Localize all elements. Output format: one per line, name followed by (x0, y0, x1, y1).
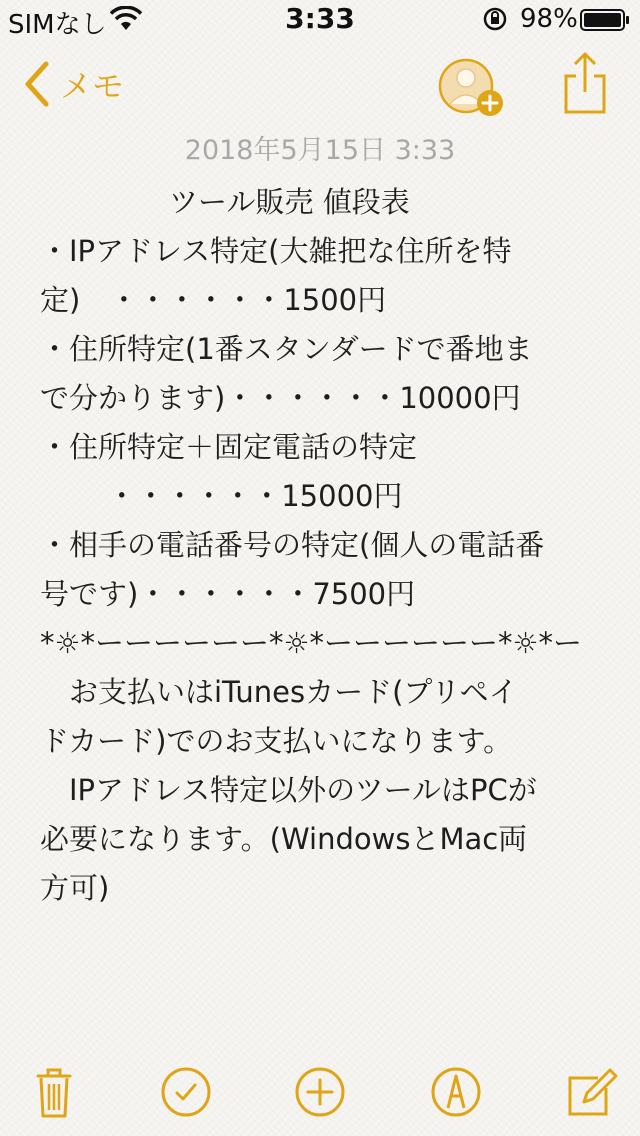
note-line: ・相手の電話番号の特定(個人の電話番 (40, 528, 545, 562)
note-line: ・住所特定(1番スタンダードで番地ま (40, 332, 533, 366)
clock: 3:33 (285, 2, 355, 35)
note-line: ・・・・・・15000円 (40, 479, 403, 513)
markup-icon[interactable] (428, 1064, 484, 1120)
checklist-icon[interactable] (158, 1064, 214, 1120)
note-line: ・IPアドレス特定(大雑把な住所を特 (40, 234, 512, 268)
add-icon[interactable] (292, 1064, 348, 1120)
note-line: ツール販売 値段表 (40, 185, 410, 219)
note-line: 定) ・・・・・・1500円 (40, 283, 387, 317)
bottom-toolbar (0, 1056, 640, 1126)
chevron-left-icon (22, 61, 52, 107)
compose-icon[interactable] (564, 1064, 620, 1120)
back-button[interactable] (22, 58, 124, 110)
back-button-label: メモ (60, 67, 125, 105)
navigation-bar (0, 40, 640, 128)
note-line: 必要になります。(WindowsとMac両 (40, 822, 528, 856)
note-date: 2018年5月15日 3:33 (184, 135, 456, 166)
note-line: 号です)・・・・・・7500円 (40, 577, 416, 611)
status-bar (0, 0, 640, 40)
carrier-label: SIMなし (8, 10, 107, 40)
note-body[interactable] (40, 178, 615, 913)
battery-percent: 98% (520, 4, 578, 34)
note-line: 方可) (40, 871, 110, 905)
add-person-icon[interactable] (436, 56, 508, 120)
note-line: ドカード)でのお支払いになります。 (40, 724, 513, 758)
trash-icon[interactable] (26, 1064, 82, 1120)
note-line: ・住所特定＋固定電話の特定 (40, 430, 418, 464)
note-line: で分かります)・・・・・・10000円 (40, 381, 521, 415)
note-line: お支払いはiTunesカード(プリペイ (40, 675, 518, 709)
note-line: IPアドレス特定以外のツールはPCが (40, 773, 537, 807)
note-line: *☼*ーーーーーー*☼*ーーーーーー*☼*ー (40, 626, 582, 660)
share-icon[interactable] (560, 50, 610, 116)
battery-icon (580, 9, 630, 31)
rotation-lock-icon (482, 6, 508, 32)
